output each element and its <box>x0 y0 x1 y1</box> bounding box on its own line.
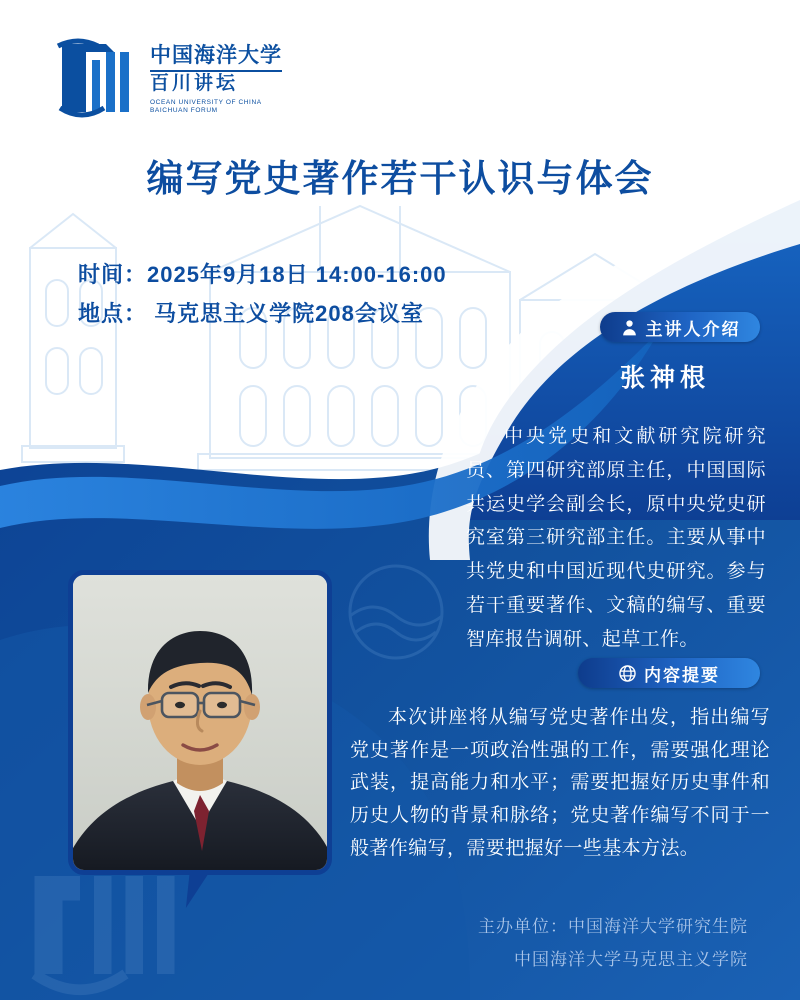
globe-icon <box>618 664 637 683</box>
page-title: 编写党史著作若干认识与体会 <box>146 158 654 199</box>
ouc-wave-logo-icon <box>56 38 140 118</box>
speaker-section-header <box>600 312 760 342</box>
speaker-bio: 中央党史和文献研究院研究员、第四研究部原主任，中国国际共运史学会副会长，原中央党史研究室第三研究部主任。主要从事中共党史和中国近现代史研究。参与若干重要著作、文稿的编写、重要智库报告调研、起草工作。 <box>466 426 766 650</box>
speaker-section-label: 主讲人介绍 <box>645 319 741 339</box>
logo-english-name <box>150 99 282 117</box>
content-section-label: 内容提要 <box>644 665 720 685</box>
organizer-line-1: 主办单位：中国海洋大学研究生院 <box>478 917 748 936</box>
speaker-portrait <box>68 570 332 875</box>
event-time: 时间：2025年9月18日 14:00-16:00 <box>78 262 447 287</box>
event-meta <box>78 256 447 333</box>
speaker-portrait-image <box>73 575 327 870</box>
brand-logo <box>56 38 282 118</box>
content-section-header <box>578 658 760 688</box>
logo-university-name: 中国海洋大学 <box>150 42 282 67</box>
speaker-person-icon <box>620 318 639 337</box>
event-place: 地点： 马克思主义学院208会议室 <box>78 300 424 326</box>
logo-english-line2: BAICHUAN FORUM <box>150 107 218 115</box>
content-summary: 本次讲座将从编写党史著作出发，指出编写党史著作是一项政治性强的工作，需要强化理论武装，提高能力和水平；需要把握好历史事件和历史人物的背景和脉络；党史著作编写不同于一般著作编写，需要把握好一些基本方法。 <box>350 707 770 859</box>
footer-organizers <box>0 910 800 976</box>
organizer-line-2: 中国海洋大学马克思主义学院 <box>514 950 748 970</box>
logo-forum-name: 百川讲坛 <box>150 70 282 95</box>
speaker-name: 张神根 <box>619 364 710 392</box>
logo-english-line1: OCEAN UNIVERSITY OF CHINA <box>150 98 262 106</box>
